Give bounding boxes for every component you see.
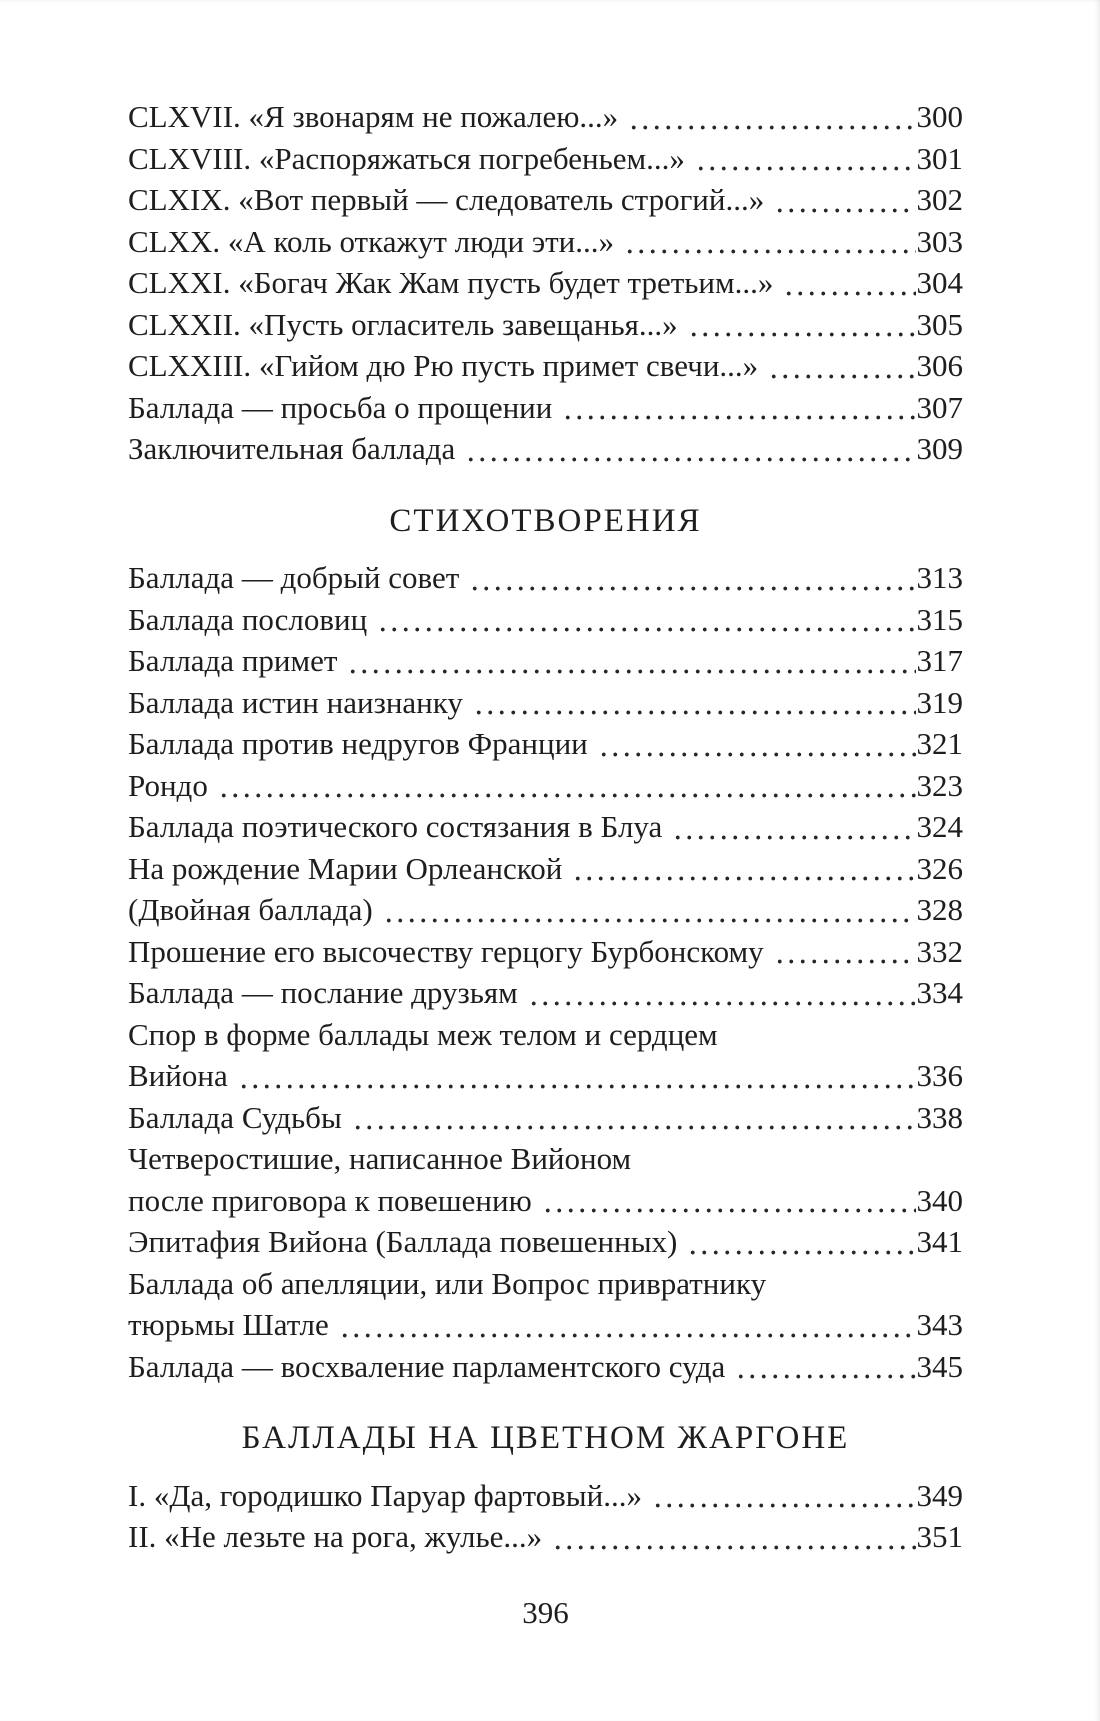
toc-entry-page: 303 (916, 223, 963, 259)
toc-entry-title: Баллада — послание друзьям (128, 975, 518, 1010)
page-number: 396 (522, 1594, 569, 1630)
toc-entry-page: 324 (916, 809, 963, 844)
toc-entry-line (128, 557, 963, 599)
dot-leader (528, 972, 916, 1014)
toc-entry-line (128, 1475, 963, 1517)
toc-entry-title: тюрьмы Шатле (128, 1307, 329, 1342)
toc-entry-line (128, 723, 963, 765)
dot-leader (695, 138, 916, 180)
dot-leader (552, 1516, 915, 1558)
dot-leader (624, 221, 915, 263)
toc-entry-line (128, 387, 963, 429)
toc-entry-page: 302 (916, 182, 963, 217)
toc-entry-line (128, 599, 963, 641)
toc-entry-title: Прошение его высочеству герцогу Бурбонскому (128, 933, 764, 969)
dot-leader (383, 889, 916, 931)
toc-entry-title: CLXIX. «Вот первый — следователь строгий...» (128, 182, 765, 217)
section-heading: СТИХОТВОРЕНИЯ (389, 502, 702, 539)
toc-entry-page: 349 (916, 1477, 963, 1513)
toc-entry-page: 343 (916, 1307, 963, 1342)
toc-entry-page: 319 (916, 684, 963, 720)
toc-entry-page: 332 (916, 933, 963, 969)
toc-section (128, 501, 963, 1388)
toc-entry-page: 334 (916, 975, 963, 1010)
toc-entry-line (128, 848, 963, 890)
toc-entry-line (128, 972, 963, 1014)
dot-leader (783, 262, 915, 304)
toc-entry-page: 306 (916, 348, 963, 383)
toc-entry-line (128, 262, 963, 304)
toc-entry-title: Баллада против недругов Франции (128, 726, 588, 761)
toc-entry-title: I. «Да, городишко Паруар фартовый...» (128, 1477, 642, 1513)
dot-leader (628, 96, 915, 138)
dot-leader (352, 1097, 916, 1139)
dot-leader (598, 723, 916, 765)
dot-leader (672, 806, 915, 848)
dot-leader (347, 640, 915, 682)
toc-entry-line (128, 765, 963, 807)
toc-entry-title: Заключительная баллада (128, 431, 456, 466)
dot-leader (735, 1346, 915, 1388)
toc-entry-line (128, 1097, 963, 1139)
toc-entry-title: Баллада Судьбы (128, 1099, 342, 1135)
toc-entry-title: Спор в форме баллады меж телом и сердцем (128, 1016, 718, 1052)
toc-entry-line (128, 1180, 963, 1222)
toc-entry-line (128, 1516, 963, 1558)
section-heading: БАЛЛАДЫ НА ЦВЕТНОМ ЖАРГОНЕ (241, 1420, 850, 1456)
toc-entry-title: (Двойная баллада) (128, 892, 373, 927)
toc-entry-title: II. «Не лезьте на рога, жулье...» (128, 1519, 543, 1554)
toc-entry-line (128, 345, 963, 387)
toc-entry-title: Баллада — просьба о прощении (128, 389, 553, 425)
toc-entry-page: 328 (916, 892, 963, 927)
toc-entry-line (128, 96, 963, 138)
toc-entry-title: Баллада — добрый совет (128, 560, 460, 595)
dot-leader (339, 1304, 916, 1346)
toc-entry-page: 345 (916, 1348, 963, 1384)
toc-entry-line (128, 1304, 963, 1346)
table-of-contents (128, 96, 963, 1558)
toc-entry-title: Баллада об апелляции, или Вопрос привратнику (128, 1265, 767, 1301)
toc-entry-page: 336 (916, 1058, 963, 1093)
dot-leader (469, 557, 915, 599)
toc-entry-page: 300 (916, 99, 963, 134)
toc-entry-page: 351 (916, 1519, 963, 1554)
toc-entry-title: CLXXI. «Богач Жак Жам пусть будет третьим...» (128, 265, 774, 300)
toc-entry-title: CLXXII. «Пусть огласитель завещанья...» (128, 306, 678, 342)
dot-leader (774, 931, 916, 973)
toc-entry-title: Баллада примет (128, 643, 338, 678)
toc-entry-page: 313 (916, 560, 963, 595)
toc-entry-title: На рождение Марии Орлеанской (128, 850, 563, 886)
dot-leader (562, 387, 915, 429)
toc-entry-page: 301 (916, 140, 963, 176)
dot-leader (465, 428, 915, 470)
toc-entry-line (128, 1263, 963, 1305)
toc-entry-page: 326 (916, 850, 963, 886)
toc-entry-page: 317 (916, 643, 963, 678)
dot-leader (774, 179, 915, 221)
toc-entry-page: 315 (916, 601, 963, 637)
dot-leader (473, 682, 916, 724)
toc-entry-page: 309 (916, 431, 963, 466)
toc-entry-title: Эпитафия Вийона (Баллада повешенных) (128, 1224, 678, 1259)
toc-entry-line (128, 931, 963, 973)
toc-entry-line (128, 221, 963, 263)
dot-leader (542, 1180, 916, 1222)
toc-entry-title: CLXVIII. «Распоряжаться погребеньем...» (128, 140, 685, 176)
toc-entry-title: CLXX. «А коль откажут люди эти...» (128, 223, 615, 259)
toc-entry-title: после приговора к повешению (128, 1182, 532, 1218)
toc-entry-line (128, 1014, 963, 1056)
dot-leader (377, 599, 915, 641)
toc-entry-title: Вийона (128, 1058, 228, 1093)
toc-entry-title: Баллада истин наизнанку (128, 684, 463, 720)
toc-section (128, 96, 963, 470)
toc-entry-line (128, 1055, 963, 1097)
toc-entry-line (128, 179, 963, 221)
toc-section (128, 1418, 963, 1558)
dot-leader (238, 1055, 916, 1097)
toc-entry-title: Баллада — восхваление парламентского суда (128, 1348, 726, 1384)
toc-entry-title: Баллада пословиц (128, 601, 368, 637)
dot-leader (688, 304, 916, 346)
toc-entry-line (128, 1138, 963, 1180)
dot-leader (572, 848, 915, 890)
dot-leader (768, 345, 915, 387)
toc-entry-title: CLXVII. «Я звонарям не пожалею...» (128, 99, 619, 134)
toc-entry-page: 304 (916, 265, 963, 300)
toc-entry-line (128, 682, 963, 724)
toc-entry-line (128, 1346, 963, 1388)
toc-entry-line (128, 889, 963, 931)
dot-leader (218, 765, 916, 807)
toc-entry-title: Рондо (128, 767, 208, 803)
toc-entry-line (128, 640, 963, 682)
toc-entry-line (128, 428, 963, 470)
toc-entry-title: Баллада поэтического состязания в Блуа (128, 809, 663, 844)
toc-entry-line (128, 806, 963, 848)
toc-entry-line (128, 138, 963, 180)
toc-entry-page: 305 (916, 306, 963, 342)
toc-entry-page: 323 (916, 767, 963, 803)
dot-leader (687, 1221, 915, 1263)
toc-entry-line (128, 304, 963, 346)
toc-entry-title: Четверостишие, написанное Вийоном (128, 1141, 632, 1176)
toc-entry-page: 338 (916, 1099, 963, 1135)
toc-entry-line (128, 1221, 963, 1263)
toc-entry-page: 340 (916, 1182, 963, 1218)
toc-entry-page: 341 (916, 1224, 963, 1259)
toc-entry-page: 321 (916, 726, 963, 761)
toc-entry-page: 307 (916, 389, 963, 425)
toc-entry-title: CLXXIII. «Гийом дю Рю пусть примет свечи...» (128, 348, 759, 383)
dot-leader (652, 1475, 916, 1517)
